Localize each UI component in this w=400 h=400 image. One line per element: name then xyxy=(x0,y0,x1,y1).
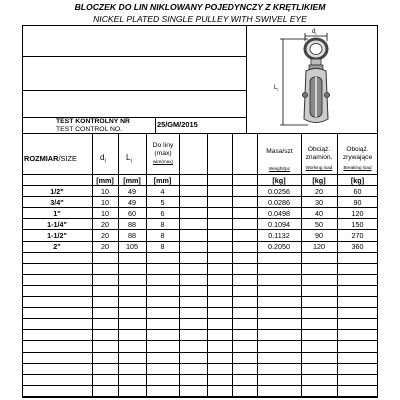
unit-breaking: [kg] xyxy=(350,176,365,185)
d1-header: $d_I$ xyxy=(100,153,106,165)
working-load-header: Obciąż. znamion. Working load xyxy=(305,146,333,170)
cell-rope: 4 xyxy=(160,186,165,196)
col-line-3 xyxy=(146,133,147,398)
cell-working: 30 xyxy=(315,197,323,207)
cell-l1: 49 xyxy=(128,197,136,207)
top-divider xyxy=(246,25,247,133)
cell-d1: 20 xyxy=(101,230,109,240)
row-line xyxy=(22,296,378,297)
cell-l1: 49 xyxy=(128,186,136,196)
row-line xyxy=(22,307,378,308)
product-sheet xyxy=(22,0,378,398)
cell-mass: 0.1094 xyxy=(268,219,290,229)
cell-size: 1" xyxy=(53,208,61,218)
col-line-6 xyxy=(232,133,233,398)
cell-rope: 6 xyxy=(160,208,165,218)
cell-rope: 8 xyxy=(160,242,165,251)
cell-l1: 60 xyxy=(128,208,136,218)
cell-breaking: 270 xyxy=(351,230,364,240)
unit-d1: [mm] xyxy=(96,176,114,185)
cell-d1: 20 xyxy=(101,242,109,251)
cell-breaking: 90 xyxy=(353,197,362,207)
row-line xyxy=(22,274,378,275)
units-top-line xyxy=(22,174,378,175)
cell-rope: 8 xyxy=(160,230,165,240)
cell-rope: 8 xyxy=(160,219,165,229)
unit-rope: [mm] xyxy=(153,176,172,185)
cell-size: 1-1/2" xyxy=(47,230,67,240)
cell-breaking: 360 xyxy=(351,242,364,251)
unit-working: [kg] xyxy=(312,176,326,185)
col-line-8 xyxy=(301,133,302,398)
cell-size: 3/4" xyxy=(50,197,64,207)
col-line-2 xyxy=(118,133,119,398)
cell-working: 50 xyxy=(315,219,323,229)
cell-mass: 0.0286 xyxy=(268,197,290,207)
cell-d1: 10 xyxy=(101,186,109,196)
cell-working: 90 xyxy=(315,230,323,240)
cell-size: 1/2" xyxy=(50,186,64,196)
mass-header: Masa/szt Weight/pc xyxy=(266,148,293,172)
diagram-l1-label: $L_I$ xyxy=(274,85,279,93)
test-number-divider xyxy=(155,117,156,133)
cell-mass: 0.1132 xyxy=(268,230,290,240)
cell-working: 40 xyxy=(315,208,323,218)
col-line-1 xyxy=(92,133,93,398)
breaking-load-header: Obciąż. zrywające Breaking load xyxy=(342,146,373,170)
row-line xyxy=(22,285,378,286)
col-line-5 xyxy=(207,133,208,398)
cell-size: 1-1/4" xyxy=(47,219,67,229)
row-line xyxy=(22,352,378,353)
top-box-line-1 xyxy=(22,56,246,57)
test-label-polish: TEST KONTROLNY NR xyxy=(56,118,130,125)
test-number: 25/GM/2015 xyxy=(157,120,198,129)
col-line-4 xyxy=(179,133,180,398)
cell-working: 120 xyxy=(313,242,325,251)
cell-l1: 88 xyxy=(128,230,136,240)
cell-working: 20 xyxy=(315,186,323,196)
row-line xyxy=(22,263,378,264)
cell-breaking: 120 xyxy=(351,208,364,218)
cell-rope: 5 xyxy=(160,197,165,207)
cell-d1: 20 xyxy=(101,219,109,229)
row-line xyxy=(22,374,378,375)
row-line xyxy=(22,329,378,330)
row-line xyxy=(22,318,378,319)
pulley-diagram xyxy=(248,27,376,131)
cell-breaking: 150 xyxy=(351,219,364,229)
cell-mass: 0.0256 xyxy=(268,186,290,196)
row-line xyxy=(22,396,378,397)
row-line xyxy=(22,363,378,364)
cell-l1: 105 xyxy=(126,242,138,251)
cell-mass: 0.0498 xyxy=(268,208,290,218)
top-box-line-2 xyxy=(22,90,246,91)
l1-header: $L_I$ xyxy=(126,153,132,165)
size-header: ROZMIAR/SIZE xyxy=(24,154,77,163)
diagram-d1-label: $d_I$ xyxy=(312,29,317,37)
cell-l1: 88 xyxy=(128,219,136,229)
unit-mass: [kg] xyxy=(272,176,286,185)
cell-d1: 10 xyxy=(101,197,109,207)
row-line xyxy=(22,252,378,253)
test-label-english: TEST CONTROL NO. xyxy=(56,126,123,133)
cell-size: 2" xyxy=(53,242,61,251)
row-line xyxy=(22,385,378,386)
cell-mass: 0.2050 xyxy=(268,242,290,251)
cell-breaking: 60 xyxy=(353,186,362,196)
title-polish: BLOCZEK DO LIN NIKLOWANY POJEDYNCZY Z KRĘTLIKIEM xyxy=(74,2,326,12)
rope-header: Do liny (max) wire(max) xyxy=(152,142,174,164)
header-top-line xyxy=(22,133,378,134)
title-english: NICKEL PLATED SINGLE PULLEY WITH SWIVEL EYE xyxy=(93,14,307,24)
unit-l1: [mm] xyxy=(123,176,141,185)
row-line xyxy=(22,340,378,341)
col-line-9 xyxy=(337,133,338,398)
cell-d1: 10 xyxy=(101,208,109,218)
